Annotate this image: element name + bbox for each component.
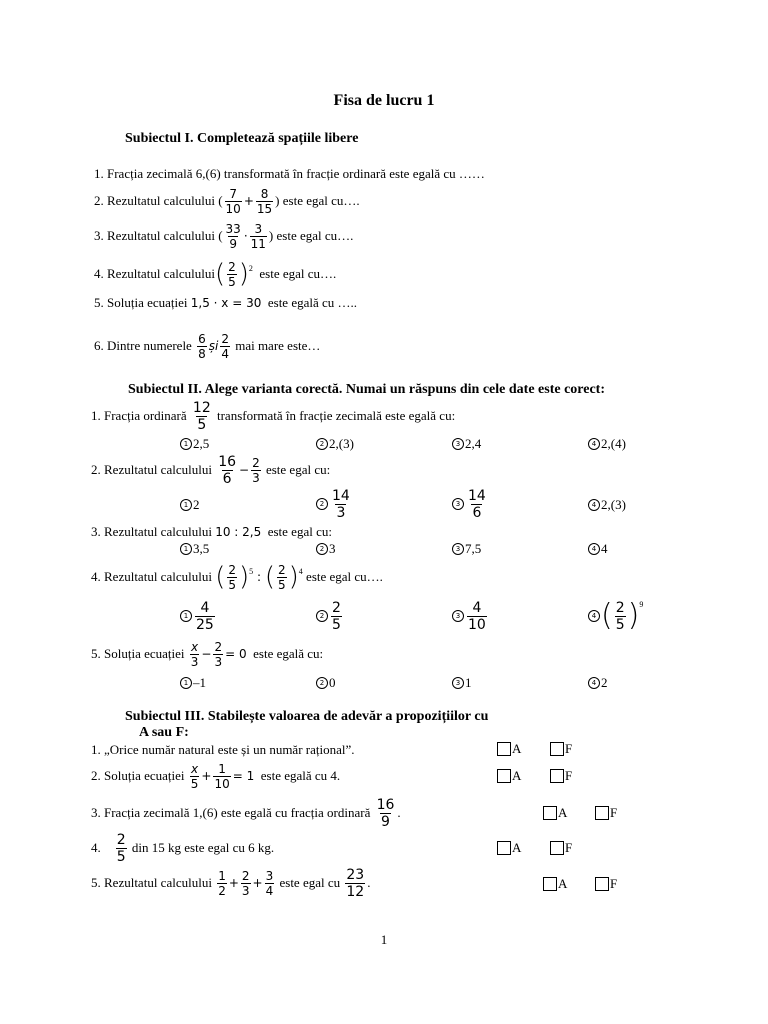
fraction: $\frac{2}{3}$: [241, 868, 250, 898]
fraction: $\frac{3}{11}$: [250, 221, 266, 251]
fraction: $\frac{x}{3}$: [190, 639, 199, 669]
s3-p4-true-checkbox[interactable]: A: [497, 840, 521, 856]
option-marker-icon: 2: [316, 677, 328, 689]
s2-q5-option-2[interactable]: 2 0: [316, 675, 336, 691]
s2-q4-option-3[interactable]: 3 $\frac{4}{10}$: [452, 598, 489, 634]
option-marker-icon: 3: [452, 610, 464, 622]
checkbox-icon: [497, 742, 511, 756]
s2-q5-option-4[interactable]: 4 2: [588, 675, 608, 691]
s3-p5-false-checkbox[interactable]: F: [595, 876, 617, 892]
s2-question-5: 5. Soluția ecuației $\frac{x}{3}$ − $\frac{2}{3}$ = 0 este egală cu:: [91, 639, 324, 669]
section-3-heading: Subiectul III. Stabilește valoarea de adevăr a propozițiilor cu: [125, 709, 489, 724]
fraction: $\frac{1}{2}$: [218, 868, 226, 898]
option-marker-icon: 3: [452, 543, 464, 555]
fraction: $\frac{1}{10}$: [214, 761, 230, 791]
s2-question-3: 3. Rezultatul calculului 10 : 2,5 este egal cu:: [91, 524, 332, 539]
s1-item-3: 3. Rezultatul calculului ( $\frac{33}{9}$ · $\frac{3}{11}$ ) este egal cu….: [94, 221, 354, 251]
s2-q2-option-2[interactable]: 2 $\frac{14}{3}$: [316, 486, 353, 522]
s2-q1-option-1[interactable]: 1 2,5: [180, 436, 209, 452]
fraction: $\frac{2}{5}$: [278, 562, 286, 592]
option-marker-icon: 4: [588, 543, 600, 555]
s2-q4-option-1[interactable]: 1 $\frac{4}{25}$: [180, 598, 217, 634]
checkbox-icon: [550, 742, 564, 756]
s2-q2-option-4[interactable]: 4 2,(3): [588, 497, 626, 513]
s2-q3-option-3[interactable]: 3 7,5: [452, 541, 481, 557]
s1-item-5: 5. Soluția ecuației 1,5 · x = 30 este egală cu …..: [94, 295, 358, 310]
s2-question-2: 2. Rezultatul calculului $\frac{16}{6}$ − $\frac{2}{3}$ este egal cu:: [91, 453, 331, 487]
s3-p3-true-checkbox[interactable]: A: [543, 805, 567, 821]
s3-p4-false-checkbox[interactable]: F: [550, 840, 572, 856]
checkbox-icon: [550, 769, 564, 783]
fraction: $\frac{12}{5}$: [192, 399, 211, 433]
fraction: $\frac{2}{3}$: [252, 455, 260, 485]
fraction: $\frac{33}{9}$: [225, 221, 241, 251]
checkbox-icon: [497, 841, 511, 855]
option-marker-icon: 2: [316, 543, 328, 555]
s2-q3-option-1[interactable]: 1 3,5: [180, 541, 209, 557]
s3-statement-1: 1. „Orice număr natural este și un număr rațional”.: [91, 742, 355, 757]
s3-statement-5: 5. Rezultatul calculului $\frac{1}{2}$ + $\frac{2}{3}$ + $\frac{3}{4}$ este egal cu $\frac{23}{12}$ .: [91, 866, 371, 900]
s3-p2-true-checkbox[interactable]: A: [497, 768, 521, 784]
option-marker-icon: 2: [316, 610, 328, 622]
option-marker-icon: 4: [588, 499, 600, 511]
s3-p1-false-checkbox[interactable]: F: [550, 741, 572, 757]
s1-item-4: 4. Rezultatul calculului ( $\frac{2}{5}$ ) 2 este egal cu….: [94, 259, 337, 289]
s2-q3-option-4[interactable]: 4 4: [588, 541, 608, 557]
option-marker-icon: 4: [588, 438, 600, 450]
s1-item-6: 6. Dintre numerele $\frac{6}{8}$ și $\frac{2}{4}$ mai mare este…: [94, 331, 321, 361]
s3-statement-2: 2. Soluția ecuației $\frac{x}{5}$ + $\frac{1}{10}$ = 1 este egală cu 4.: [91, 761, 341, 791]
checkbox-icon: [543, 877, 557, 891]
fraction: $\frac{2}{5}$: [228, 562, 236, 592]
option-marker-icon: 2: [316, 498, 328, 510]
s2-question-4: 4. Rezultatul calculului ( $\frac{2}{5}$ ) 5 : ( $\frac{2}{5}$ ) 4 este egal cu….: [91, 562, 383, 592]
option-marker-icon: 1: [180, 543, 192, 555]
fraction: $\frac{6}{8}$: [198, 331, 206, 361]
fraction: $\frac{16}{9}$: [376, 796, 395, 830]
checkbox-icon: [595, 877, 609, 891]
option-marker-icon: 3: [452, 498, 464, 510]
s1-item-1: 1. Fracția zecimală 6,(6) transformată în fracție ordinară este egală cu ……: [94, 166, 485, 181]
fraction: $\frac{2}{5}$: [228, 259, 236, 289]
fraction: $\frac{8}{15}$: [256, 186, 273, 216]
section-2-heading: Subiectul II. Alege varianta corectă. Numai un răspuns din cele date este corect:: [128, 382, 605, 397]
section-1-heading: Subiectul I. Completează spațiile libere: [125, 131, 359, 146]
s3-p1-true-checkbox[interactable]: A: [497, 741, 521, 757]
option-marker-icon: 1: [180, 677, 192, 689]
fraction: $\frac{23}{12}$: [346, 866, 365, 900]
s2-q1-option-4[interactable]: 4 2,(4): [588, 436, 626, 452]
s2-q2-option-1[interactable]: 1 2: [180, 497, 200, 513]
fraction: $\frac{2}{4}$: [221, 331, 229, 361]
page-title: Fisa de lucru 1: [333, 92, 435, 109]
option-marker-icon: 1: [180, 499, 192, 511]
s2-q4-option-2[interactable]: 2 $\frac{2}{5}$: [316, 598, 344, 634]
option-marker-icon: 1: [180, 438, 192, 450]
s2-q1-option-2[interactable]: 2 2,(3): [316, 436, 354, 452]
fraction: $\frac{3}{4}$: [265, 868, 274, 898]
s3-statement-3: 3. Fracția zecimală 1,(6) este egală cu fracția ordinară $\frac{16}{9}$ .: [91, 796, 401, 830]
checkbox-icon: [497, 769, 511, 783]
s2-q5-option-1[interactable]: 1 –1: [180, 675, 206, 691]
fraction: $\frac{2}{5}$: [116, 831, 126, 865]
s2-q3-option-2[interactable]: 2 3: [316, 541, 336, 557]
fraction: $\frac{2}{3}$: [214, 639, 223, 669]
checkbox-icon: [595, 806, 609, 820]
checkbox-icon: [543, 806, 557, 820]
s3-p3-false-checkbox[interactable]: F: [595, 805, 617, 821]
option-marker-icon: 4: [588, 610, 600, 622]
section-3-heading-cont: A sau F:: [139, 725, 189, 740]
s1-item-2: 2. Rezultatul calculului ( $\frac{7}{10}$ + $\frac{8}{15}$ ) este egal cu….: [94, 186, 360, 216]
option-marker-icon: 3: [452, 677, 464, 689]
s3-statement-4: 4. $\frac{2}{5}$ din 15 kg este egal cu 6 kg.: [91, 831, 275, 865]
s3-p2-false-checkbox[interactable]: F: [550, 768, 572, 784]
s2-question-1: 1. Fracția ordinară $\frac{12}{5}$ transformată în fracție zecimală este egală cu:: [91, 399, 456, 433]
option-marker-icon: 2: [316, 438, 328, 450]
fraction: $\frac{16}{6}$: [218, 453, 237, 487]
fraction: $\frac{x}{5}$: [190, 761, 199, 791]
s2-q1-option-3[interactable]: 3 2,4: [452, 436, 481, 452]
s2-q5-option-3[interactable]: 3 1: [452, 675, 472, 691]
option-marker-icon: 1: [180, 610, 192, 622]
option-marker-icon: 4: [588, 677, 600, 689]
s2-q4-option-4[interactable]: 4 ( $\frac{2}{5}$ ) 9: [588, 596, 643, 636]
fraction: $\frac{7}{10}$: [225, 186, 241, 216]
page-number: 1: [380, 932, 388, 947]
s3-p5-true-checkbox[interactable]: A: [543, 876, 567, 892]
s1-item-2-text: 2. Rezultatul calculului: [94, 193, 215, 208]
option-marker-icon: 3: [452, 438, 464, 450]
s2-q2-option-3[interactable]: 3 $\frac{14}{6}$: [452, 486, 489, 522]
checkbox-icon: [550, 841, 564, 855]
